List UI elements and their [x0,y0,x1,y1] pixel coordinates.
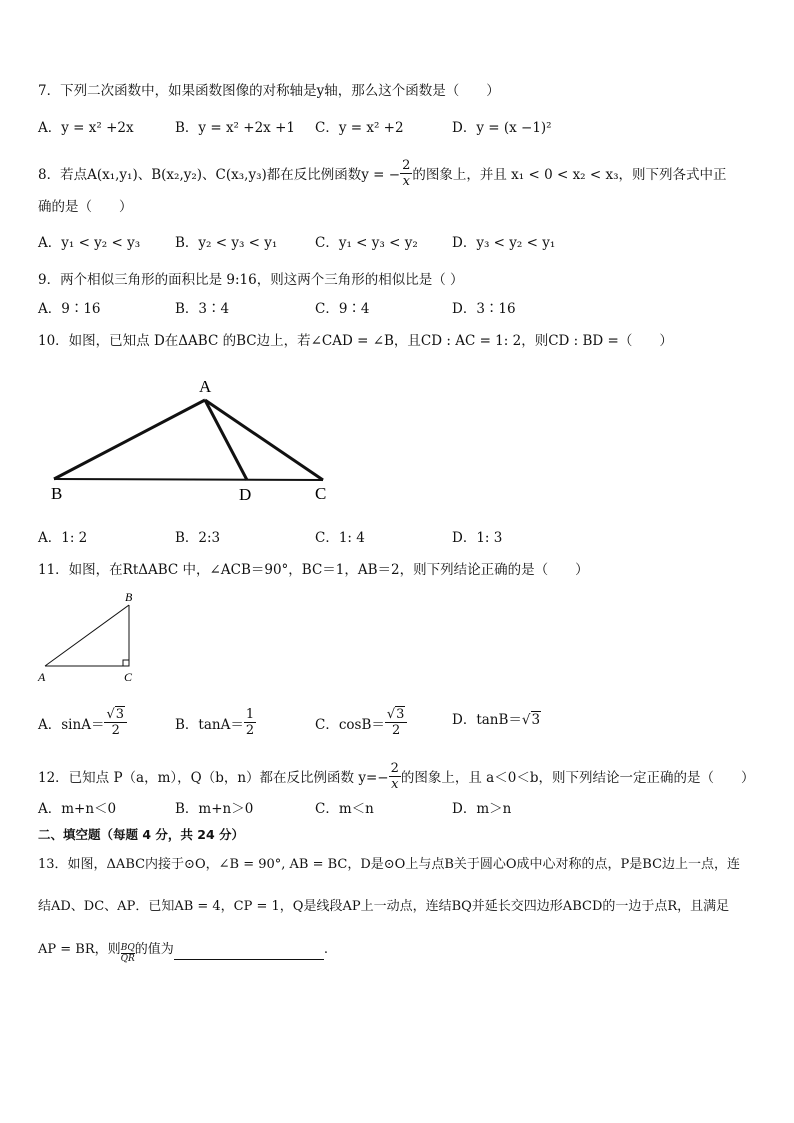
q10-triangle-figure [40,370,340,510]
q11-option-a-den: 2 [111,723,120,738]
q7-option-b: B．y = x² +2x +1 [175,120,295,136]
q11-label-c: C [124,670,133,684]
q13-line-3-period: . [323,942,328,957]
q10-side-bc [54,479,323,480]
q13-line-3 [38,939,328,964]
q10-label-c: C [315,484,327,503]
q13-answer-blank [174,945,324,960]
q11-option-b-fraction [244,707,256,738]
q11-label-a: A [38,670,46,684]
q13-line-3-part-b: 的值为 [134,942,174,957]
q11-option-d: D．tanB＝√3 [452,712,541,728]
section-title-fill-in: 二、填空题（每题 4 分，共 24 分） [38,827,245,842]
q10-option-a: A．1: 2 [38,530,88,546]
q7-option-a: A．y = x² +2x [38,120,134,136]
q11-stem: 11．如图，在RtΔABC 中，∠ACB＝90°，BC＝1，AB＝2，则下列结论正确的是（ ） [38,562,589,578]
q10-label-a: A [199,377,212,396]
q11-option-c [315,707,407,741]
q11-option-b-den: 2 [245,723,255,738]
q8-stem-cont: 确的是（ ） [38,199,133,215]
q8-stem-part-b: 的图象上，并且 x₁ < 0 < x₂ < x₃，则下列各式中正 [412,167,727,183]
q8-stem [38,160,727,191]
q12-option-b: B．m+n＞0 [175,801,254,817]
q11-option-b [175,707,256,741]
q10-side-ac [205,400,323,480]
q10-label-d: D [239,485,252,504]
q11-option-c-den: 2 [392,723,401,738]
q11-option-b-prefix: B．tanA＝ [175,717,244,733]
q13-line-3-part-a: AP = BR，则 [38,942,121,957]
q13-ratio-num: BQ [120,943,135,953]
q12-option-d: D．m＞n [452,801,512,817]
q12-frac-den: x [391,777,399,792]
q11-option-c-radicand: 3 [396,707,405,722]
q10-label-b: B [51,484,63,503]
q11-option-b-num: 1 [245,707,255,722]
q9-option-b: B．3∶4 [175,301,230,317]
q10-stem: 10．如图，已知点 D在ΔABC 的BC边上，若∠CAD = ∠B，且CD : AC = 1: 2，则CD : BD =（ ） [38,333,673,349]
q7-option-d: D．y = (x −1)² [452,120,552,136]
q9-option-d: D．3∶16 [452,301,516,317]
q10-option-b: B．2:3 [175,530,221,546]
q11-side-ab [45,605,129,666]
q13-line-2: 结AD、DC、AP．已知AB = 4，CP = 1，Q是线段AP上一动点，连结BQ并延长交四边形ABCD的一边于点R，且满足 [38,899,730,914]
q8-frac-den: x [402,174,410,189]
q9-stem: 9．两个相似三角形的面积比是 9:16，则这两个三角形的相似比是（ ） [38,272,464,288]
q13-ratio-fraction [121,943,135,964]
q8-stem-part-a: 8．若点A(x₁,y₁)、B(x₂,y₂)、C(x₃,y₃)都在反比例函数y = − [38,167,401,183]
q8-option-c: C．y₁ < y₃ < y₂ [315,235,418,251]
q12-frac-num: 2 [390,761,399,776]
q12-option-c: C．m＜n [315,801,374,817]
q11-right-triangle-figure [36,588,146,688]
q8-option-d: D．y₃ < y₂ < y₁ [452,235,556,251]
q11-option-d-radicand: 3 [531,712,541,728]
q11-right-angle-mark [123,660,129,666]
q11-option-a-fraction: $\frac{√3}{2}$ [104,707,127,738]
q11-option-c-fraction: $\frac{√3}{2}$ [385,707,408,738]
q11-option-a [38,707,127,741]
q12-stem-part-a: 12．已知点 P（a，m），Q（b，n）都在反比例函数 y=− [38,770,389,786]
q8-option-a: A．y₁ < y₂ < y₃ [38,235,141,251]
q9-option-a: A．9∶16 [38,301,101,317]
q11-option-a-prefix: A．sinA＝ [38,717,105,733]
q10-segment-ad [205,400,247,480]
q7-option-c: C．y = x² +2 [315,120,404,136]
q10-option-d: D．1: 3 [452,530,503,546]
q10-option-c: C．1: 4 [315,530,365,546]
q11-option-d-prefix: D．tanB＝ [452,712,522,728]
q8-option-b: B．y₂ < y₃ < y₁ [175,235,278,251]
q7-stem: 7．下列二次函数中，如果函数图像的对称轴是y轴，那么这个函数是（ ） [38,83,500,99]
q12-option-a: A．m+n＜0 [38,801,117,817]
q12-stem [38,763,754,794]
q13-ratio-den: QR [120,954,135,964]
q8-fraction [400,158,412,189]
q12-fraction [389,761,401,792]
q11-label-b: B [125,590,133,604]
q11-option-c-prefix: C．cosB＝ [315,717,385,733]
q9-option-c: C．9∶4 [315,301,370,317]
q8-frac-num: 2 [402,158,411,173]
q11-option-a-radicand: 3 [115,707,125,722]
q13-line-1: 13．如图，ΔABC内接于⊙O，∠B = 90°, AB = BC，D是⊙O上与点B关于圆心O成中心对称的点，P是BC边上一点，连 [38,857,741,872]
q12-stem-part-b: 的图象上，且 a＜0＜b，则下列结论一定正确的是（ ） [400,770,755,786]
q10-side-ab [54,400,205,479]
